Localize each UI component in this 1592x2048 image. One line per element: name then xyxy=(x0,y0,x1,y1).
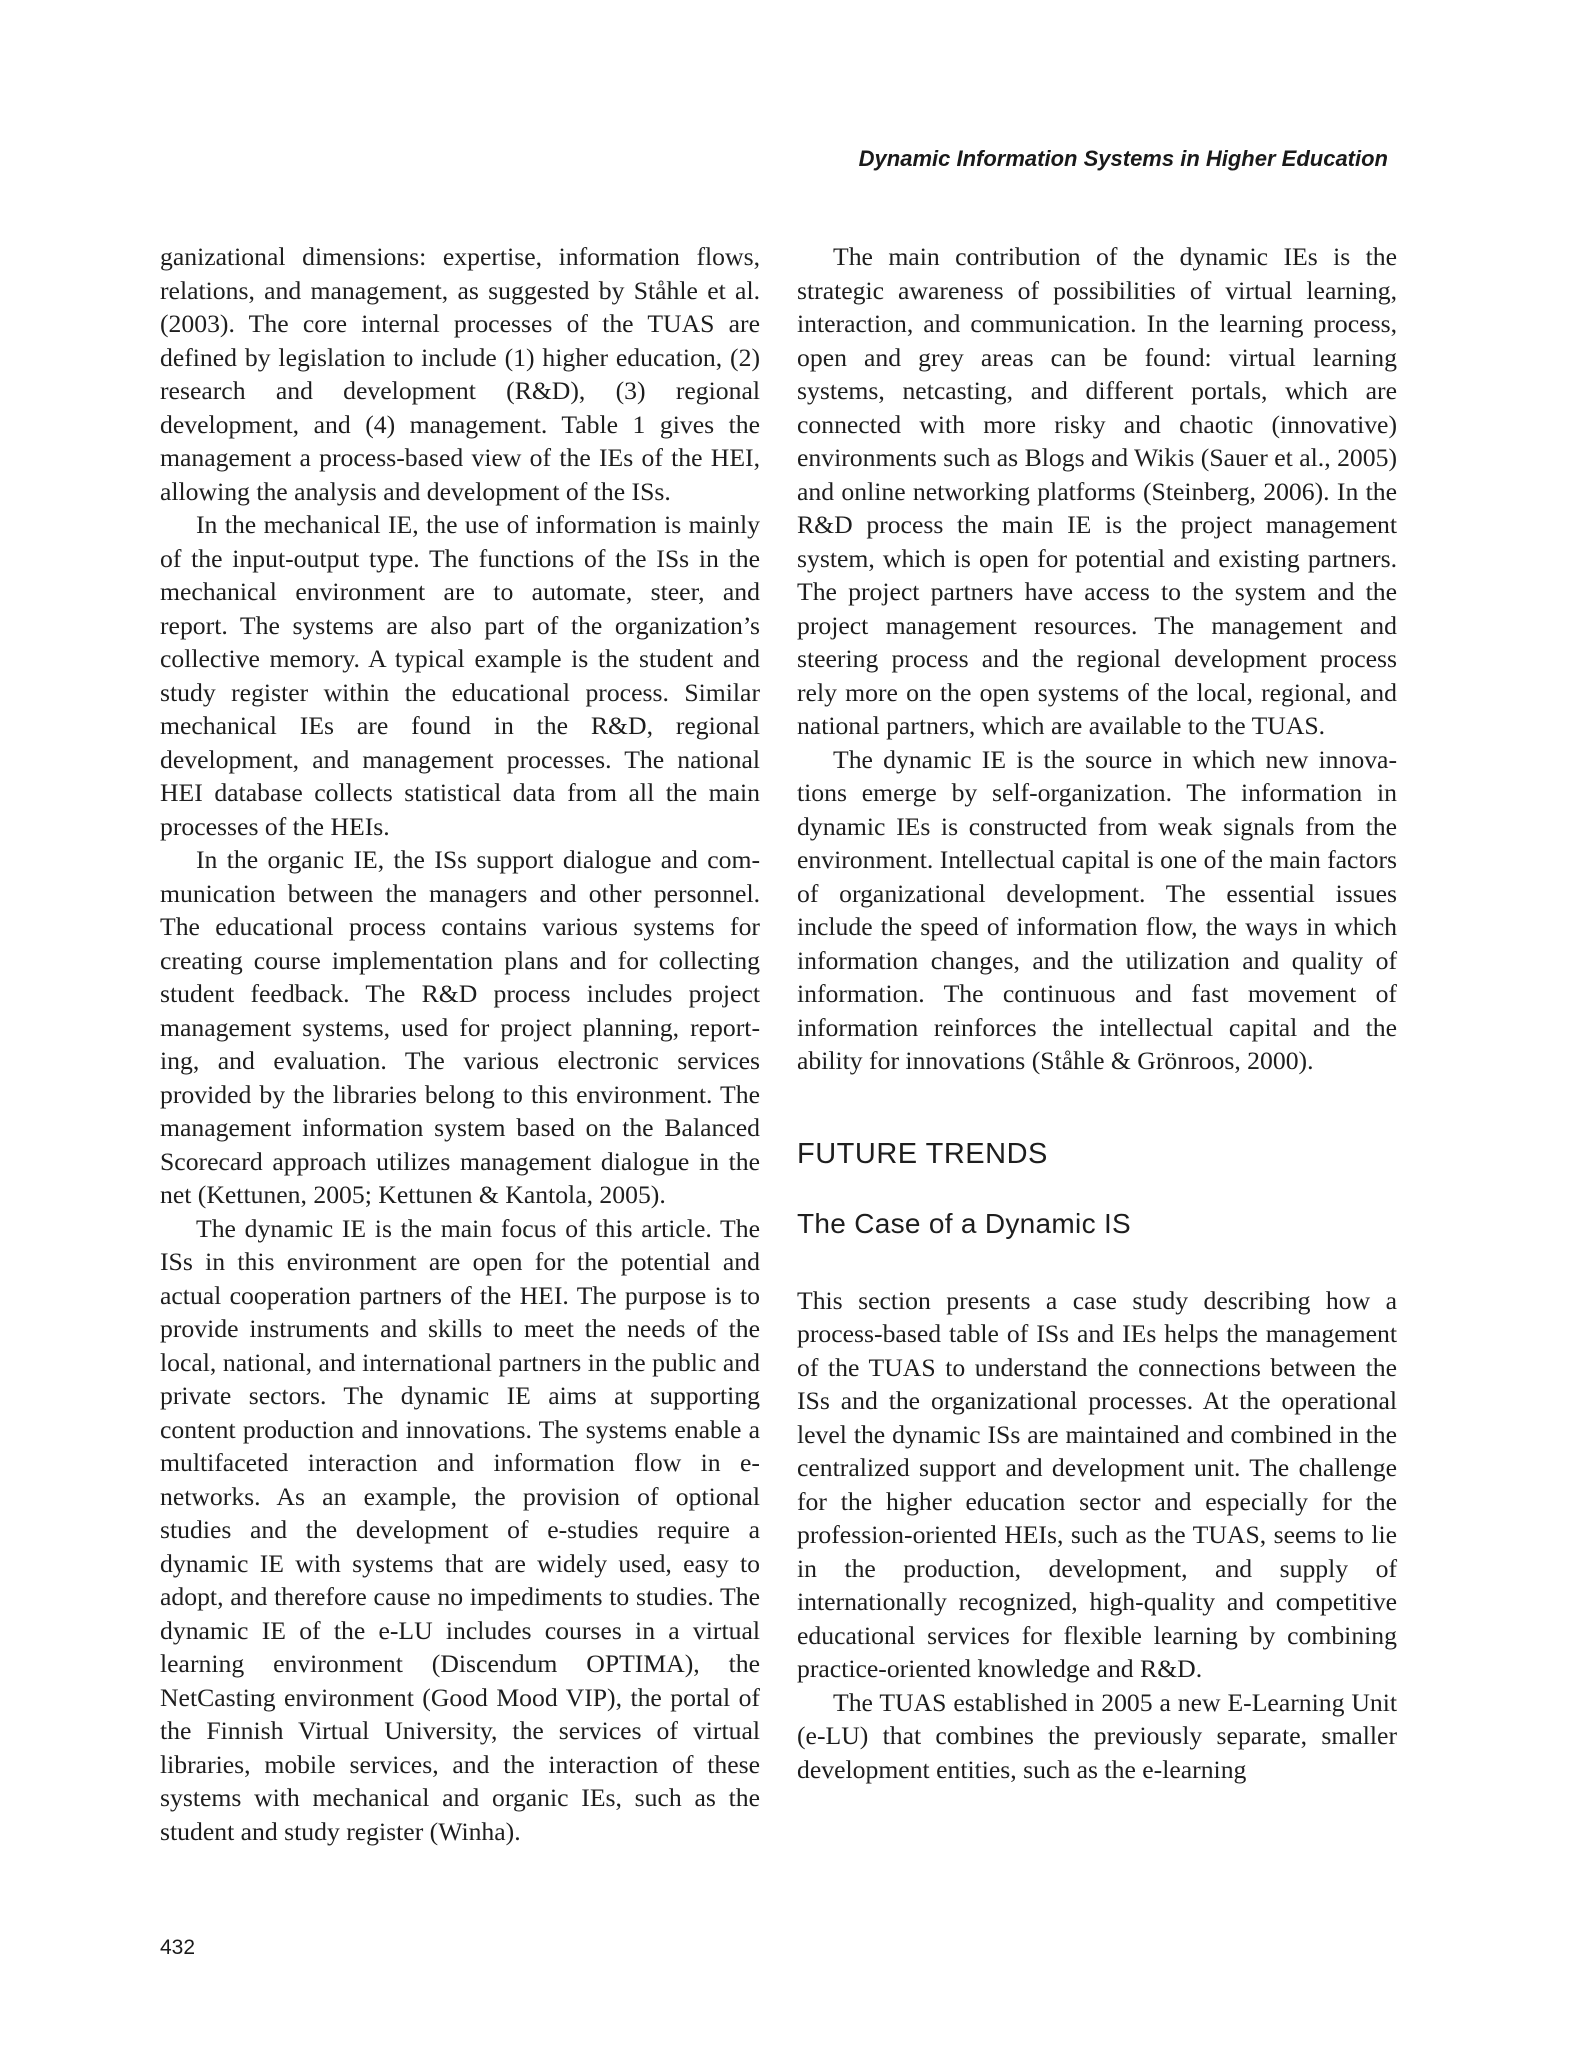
body-paragraph: The main contribution of the dynamic IEs is the strategic awareness of possibilities of virtual learning, interaction, and communication. In the learning process, open and grey areas can be found: virtual learning systems, netcasting, and different portals, which are connected with more risky and chaotic (innovative) environments such as Blogs and Wikis (Sauer et al., 2005) and online networking platforms (Steinberg, 2006). In the R&D process the main IE is the project management system, which is open for potential and existing partners. The project partners have access to the system and the project management resources. The management and steering process and the regional development process rely more on the open systems of the local, regional, and national partners, which are available to the TUAS. xyxy=(797,242,1397,740)
body-paragraph: In the organic IE, the ISs support dialogue and communication between the managers and other personnel. The educational process contains various systems for creating course implementation plans and for collecting student feedback. The R&D process includes project management systems, used for project planning, reporting, and evaluation. The various electronic services provided by the libraries belong to this environment. The management information system based on the Balanced Scorecard approach utilizes management dialogue in the net (Kettunen, 2005; Kettunen & Kantola, 2005). xyxy=(160,845,760,1209)
subsection-heading: The Case of a Dynamic IS xyxy=(797,1207,1131,1239)
body-paragraph: The dynamic IE is the main focus of this article. The ISs in this environment are open for the potential and actual cooperation partners of the HEI. The purpose is to provide instruments and skills to meet the needs of the local, national, and international partners in the public and private sectors. The dynamic IE aims at supporting content production and innovations. The systems enable a multifaceted interaction and information flow in e-networks. As an example, the provision of optional studies and the development of e-studies require a dynamic IE with systems that are widely used, easy to adopt, and therefore cause no impediments to studies. The dynamic IE of the e-LU includes courses in a virtual learning environment (Discendum OPTIMA), the NetCasting environment (Good Mood VIP), the portal of the Finnish Virtual University, the services of virtual libraries, mobile services, and the interaction of these systems with mechanical and organic IEs, such as the student and study register (Winha). xyxy=(160,1213,760,1846)
left-column xyxy=(160,240,760,1848)
body-paragraph: ganizational dimensions: expertise, information flows, relations, and management, as suggested by Ståhle et al. (2003). The core internal processes of the TUAS are defined by legislation to include (1) higher education, (2) research and development (R&D), (3) regional development, and (4) management. Table 1 gives the management a process-based view of the IEs of the HEI, allowing the analysis and development of the ISs. xyxy=(160,242,760,506)
body-paragraph: This section presents a case study describing how a process-based table of ISs and IEs helps the management of the TUAS to understand the connections between the ISs and the organizational processes. At the operational level the dynamic ISs are maintained and combined in the centralized support and development unit. The challenge for the higher education sector and especially for the profession-oriented HEIs, such as the TUAS, seems to lie in the production, development, and supply of internationally recognized, high-quality and competitive educational services for flexible learning by combining practice-oriented knowledge and R&D. xyxy=(797,1285,1397,1683)
body-paragraph: The TUAS established in 2005 a new E-Learning Unit (e-LU) that combines the previously separate, smaller development entities, such as the e-learning xyxy=(797,1687,1397,1784)
right-column xyxy=(797,240,1397,1786)
page-number: 432 xyxy=(160,1936,196,1959)
section-heading: FUTURE TRENDS xyxy=(797,1137,1048,1170)
body-paragraph: The dynamic IE is the source in which new innovations emerge by self-organization. The information in dynamic IEs is constructed from weak signals from the environment. Intellectual capital is one of the main factors of organizational development. The essential issues include the speed of information flow, the ways in which information changes, and the utilization and quality of information. The continuous and fast movement of information reinforces the intellectual capital and the ability for innovations (Ståhle & Grönroos, 2000). xyxy=(797,744,1397,1075)
running-head-title: Dynamic Information Systems in Higher Education xyxy=(858,146,1388,171)
body-paragraph: In the mechanical IE, the use of information is mainly of the input-output type. The functions of the ISs in the mechanical environment are to automate, steer, and report. The systems are also part of the organization’s collective memory. A typical example is the student and study register within the educational process. Similar mechanical IEs are found in the R&D, regional development, and management processes. The national HEI database collects statistical data from all the main processes of the HEIs. xyxy=(160,510,760,841)
